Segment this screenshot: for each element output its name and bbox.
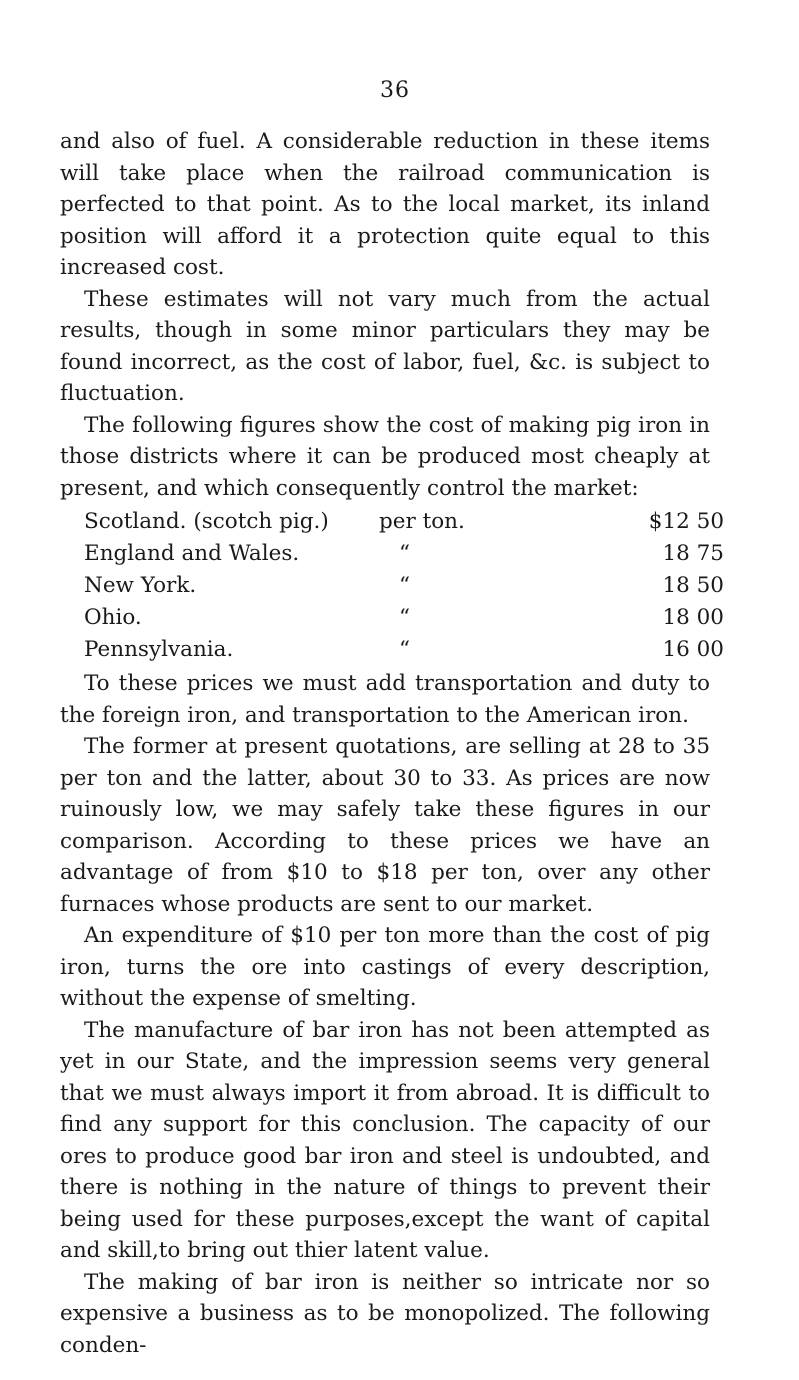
region-cell: Ohio. — [84, 605, 142, 631]
paragraph-expenditure: An expenditure of $10 per ton more than the cost of pig iron, turns the ore into castings of every description, without the expense of smelting. — [60, 923, 710, 1011]
price-cell: 16 00 — [662, 637, 724, 663]
pig-iron-price-table — [84, 506, 724, 666]
price-cell: 18 50 — [662, 573, 724, 599]
paragraph-fuel-costs: and also of fuel. A considerable reduction in these items will take place when the railroad communication is perfected to that point. As to the local market, its inland position will afford it a protection quite equal to this increased cost. — [60, 129, 710, 280]
price-cell: 18 75 — [662, 541, 724, 567]
ditto-mark-cell: “ — [399, 541, 410, 567]
ditto-mark-cell: “ — [399, 573, 410, 599]
table-row — [84, 634, 724, 666]
paragraph-bar-iron-making: The making of bar iron is neither so intricate nor so expensive a business as to be monopolized. The following conden- — [60, 1269, 710, 1358]
paragraph-quotations: The former at present quotations, are selling at 28 to 35 per ton and the latter, about 30 to 33. As prices are now ruinously low, we may safely take these figures in our comparison. According to these prices we have an advantage of from $10 to $18 per ton, over any other furnaces whose products are sent to our market. — [60, 734, 710, 917]
region-cell: England and Wales. — [84, 541, 300, 567]
paragraph-following-figures: The following figures show the cost of making pig iron in those districts where it can be produced most cheaply at present, and which consequently control the market: — [60, 412, 710, 501]
paragraph-bar-iron-manufacture: The manufacture of bar iron has not been attempted as yet in our State, and the impression seems very general that we must always import it from abroad. It is difficult to find any support for this conclusion. The capacity of our ores to produce good bar iron and steel is undoubted, and there is nothing in the nature of things to prevent their being used for these purposes,except the want of capital and skill,to bring out thier latent value. — [60, 1017, 710, 1263]
page-number: 36 — [380, 78, 410, 103]
region-cell: Pennsylvania. — [84, 637, 234, 663]
ditto-mark-cell: “ — [399, 605, 410, 631]
table-row — [84, 602, 724, 634]
table-row — [84, 506, 724, 538]
ditto-mark-cell: “ — [399, 637, 410, 663]
table-row — [84, 538, 724, 570]
unit-cell: per ton. — [379, 509, 465, 535]
region-cell: New York. — [84, 573, 197, 599]
price-cell: 18 00 — [662, 605, 724, 631]
region-cell: Scotland. (scotch pig.) — [84, 509, 329, 535]
paragraph-estimates: These estimates will not vary much from the actual results, though in some minor particulars they may be found incorrect, as the cost of labor, fuel, &c. is subject to fluctuation. — [60, 286, 710, 406]
paragraph-transportation: To these prices we must add transportation and duty to the foreign iron, and transportation to the American iron. — [60, 671, 710, 728]
price-cell: $12 50 — [648, 509, 724, 535]
table-row — [84, 570, 724, 602]
body-text — [60, 126, 724, 1361]
